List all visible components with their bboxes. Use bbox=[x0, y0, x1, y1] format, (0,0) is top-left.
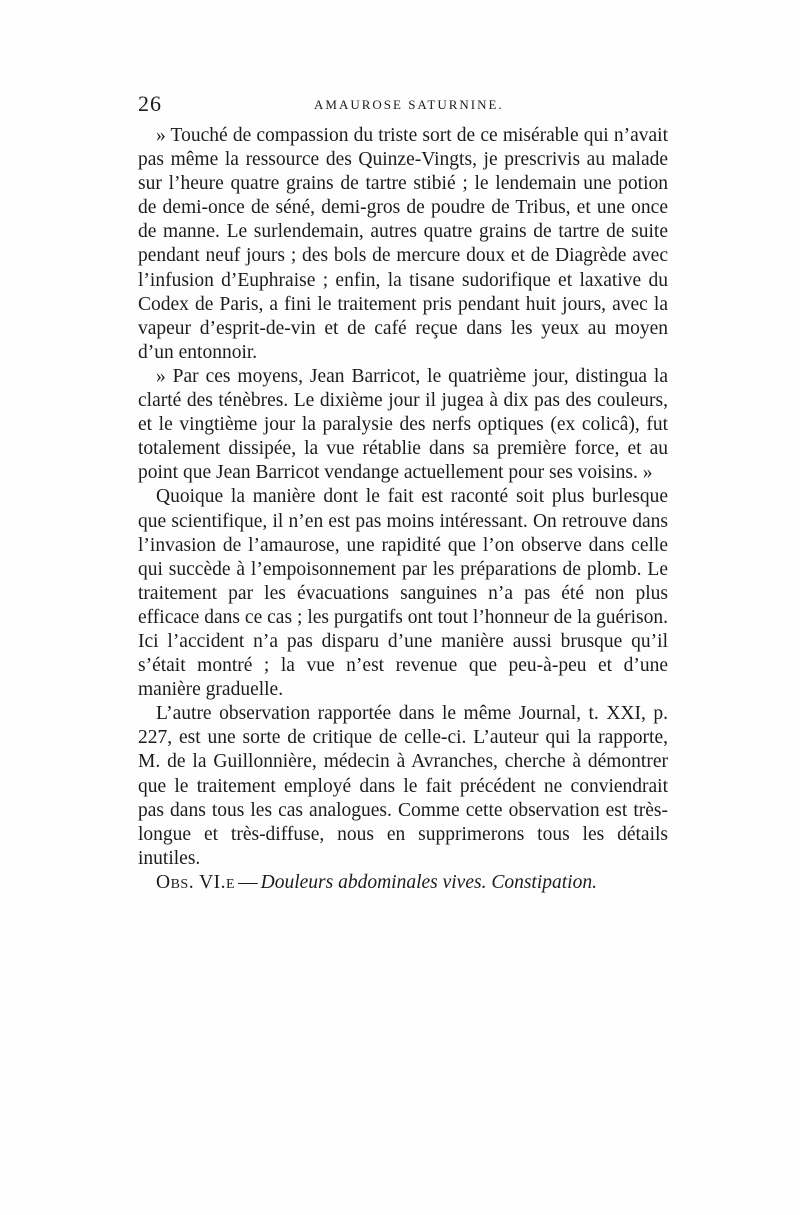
paragraph-other-observation: L’autre observation rapportée dans le même Journal, t. XXI, p. 227, est une sorte de critique de celle-ci. L’auteur qui la rapporte, M. de la Guillonnière, médecin à Avranches, cherche à démontrer que le traitement employé dans le fait précédent ne conviendrait pas dans tous les cas analogues. Comme cette observation est très-longue et très-diffuse, nous en supprimerons tous les détails inutiles. bbox=[138, 703, 668, 869]
page-number: 26 bbox=[138, 91, 162, 116]
running-title: AMAUROSE SATURNINE. bbox=[314, 97, 504, 112]
observation-label: Obs. VI.e bbox=[156, 871, 236, 893]
observation-dash: — bbox=[238, 871, 258, 893]
observation-title: Douleurs abdominales vives. Constipation. bbox=[260, 871, 597, 893]
running-head bbox=[138, 91, 668, 117]
paragraph-commentary: Quoique la manière dont le fait est raconté soit plus burlesque que scientifique, il n’en est pas moins intéressant. On retrouve dans l’invasion de l’amaurose, une rapidité que l’on observe dans celle qui succède à l’empoisonnement par les préparations de plomb. Le traitement par les évacuations sanguines n’a pas été non plus efficace dans ce cas ; les purgatifs ont tout l’honneur de la guérison. Ici l’accident n’a pas disparu d’une manière aussi brusque qu’il s’était montré ; la vue n’est revenue que peu-à-peu et d’une manière graduelle. bbox=[138, 486, 668, 701]
paragraph-quote-treatment: » Touché de compassion du triste sort de ce misérable qui n’avait pas même la ressource des Quinze-Vingts, je prescrivis au malade sur l’heure quatre grains de tartre stibié ; le lendemain une potion de demi-once de séné, demi-gros de poudre de Tribus, et une once de manne. Le surlendemain, autres quatre grains de tartre de suite pendant neuf jours ; des bols de mercure doux et de Diagrède avec l’infusion d’Euphraise ; enfin, la tisane sudorifique et laxative du Codex de Paris, a fini le traitement pris pendant huit jours, avec la vapeur d’esprit-de-vin et de café reçue dans les yeux au moyen d’un entonnoir. bbox=[138, 125, 668, 363]
observation-heading bbox=[138, 871, 668, 895]
body-text bbox=[138, 124, 668, 895]
paragraph-quote-result: » Par ces moyens, Jean Barricot, le quatrième jour, distingua la clarté des ténèbres. Le dixième jour il jugea à dix pas des couleurs, et le vingtième jour la paralysie des nerfs optiques (ex colicâ), fut totalement dissipée, la vue rétablie dans sa première force, et au point que Jean Barricot vendange actuellement pour ses voisins. » bbox=[138, 365, 668, 484]
